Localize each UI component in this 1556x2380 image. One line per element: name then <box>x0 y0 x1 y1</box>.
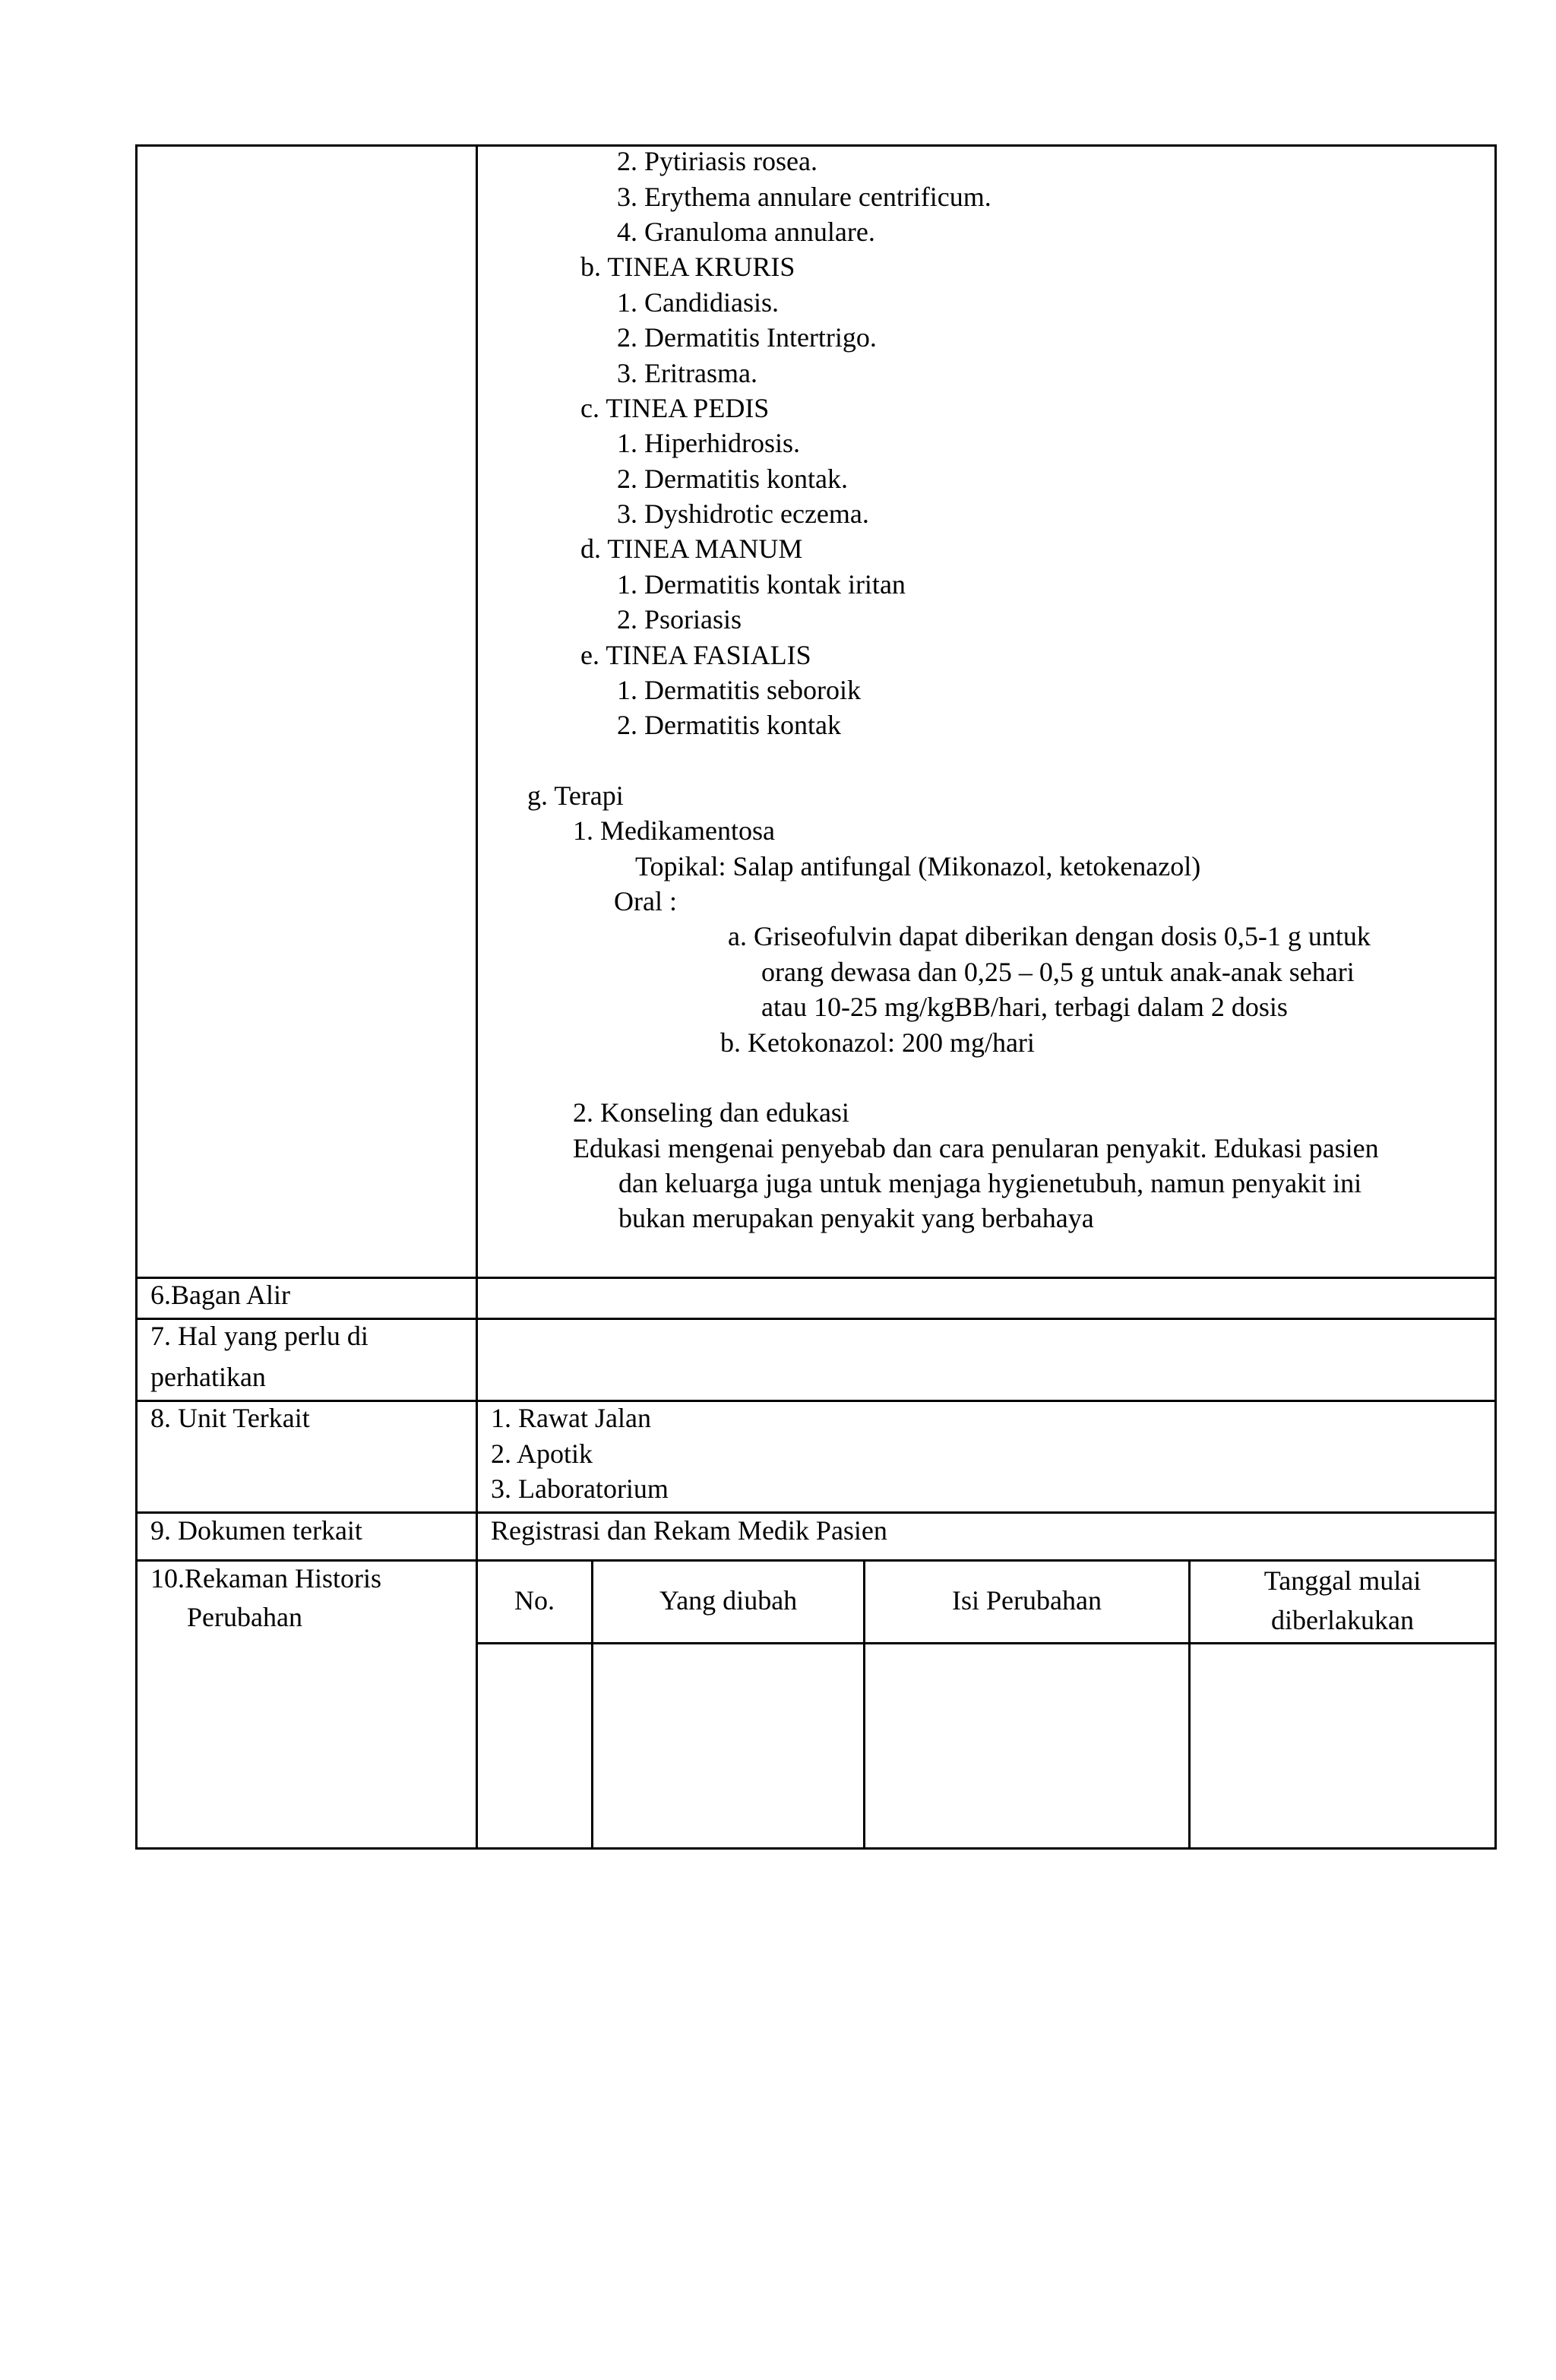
therapy-oral-a: atau 10-25 mg/kgBB/hari, terbagi dalam 2 dosis <box>761 992 1288 1022</box>
list-item: 2. Pytiriasis rosea. <box>617 146 818 176</box>
row-label-rekaman: 10.Rekaman Historis <box>150 1563 381 1594</box>
history-header-no: No. <box>514 1585 555 1616</box>
row-label-dokumen-terkait: 9. Dokumen terkait <box>150 1515 362 1546</box>
row-label-rekaman: Perubahan <box>187 1602 302 1632</box>
list-item: 2. Dermatitis Intertrigo. <box>617 322 877 353</box>
therapy-topikal: Topikal: Salap antifungal (Mikonazol, ketokenazol) <box>635 851 1201 881</box>
list-item: 1. Dermatitis seboroik <box>617 675 861 705</box>
row-divider-bagan-alir <box>135 1277 1497 1279</box>
list-heading: c. TINEA PEDIS <box>580 393 770 423</box>
list-item: 2. Psoriasis <box>617 604 742 635</box>
row-divider-unit-terkait <box>135 1400 1497 1402</box>
therapy-oral: Oral : <box>614 886 677 916</box>
row-label-hal-perlu: 7. Hal yang perlu di <box>150 1321 368 1351</box>
dokumen-value: Registrasi dan Rekam Medik Pasien <box>491 1515 887 1546</box>
list-item: 3. Dyshidrotic eczema. <box>617 498 869 529</box>
unit-item: 2. Apotik <box>491 1438 593 1469</box>
therapy-medikamentosa: 1. Medikamentosa <box>573 815 775 846</box>
history-header-divider <box>476 1642 1497 1644</box>
unit-item: 1. Rawat Jalan <box>491 1403 651 1433</box>
list-item: 1. Hiperhidrosis. <box>617 428 800 458</box>
therapy-edukasi: dan keluarga juga untuk menjaga hygienetubuh, namun penyakit ini <box>618 1168 1362 1198</box>
list-item: 4. Granuloma annulare. <box>617 217 875 247</box>
list-heading: d. TINEA MANUM <box>580 533 803 564</box>
row-label-unit-terkait: 8. Unit Terkait <box>150 1403 310 1433</box>
history-header-tanggal: diberlakukan <box>1271 1605 1414 1635</box>
list-item: 2. Dermatitis kontak. <box>617 464 848 494</box>
therapy-oral-b: b. Ketokonazol: 200 mg/hari <box>720 1027 1035 1058</box>
history-header-yang-diubah: Yang diubah <box>659 1585 798 1616</box>
table-right-border <box>1494 144 1497 1850</box>
table-bottom-border <box>135 1847 1497 1850</box>
table-left-border <box>135 144 138 1850</box>
history-header-isi-perubahan: Isi Perubahan <box>952 1585 1102 1616</box>
unit-item: 3. Laboratorium <box>491 1473 669 1504</box>
row-label-hal-perlu: perhatikan <box>150 1362 266 1392</box>
list-heading: b. TINEA KRURIS <box>580 252 795 282</box>
therapy-edukasi: Edukasi mengenai penyebab dan cara penularan penyakit. Edukasi pasien <box>573 1133 1379 1163</box>
list-item: 3. Erythema annulare centrificum. <box>617 182 991 212</box>
list-item: 1. Candidiasis. <box>617 287 779 318</box>
therapy-heading: g. Terapi <box>527 780 624 811</box>
therapy-oral-a: orang dewasa dan 0,25 – 0,5 g untuk anak-anak sehari <box>761 957 1355 987</box>
list-item: 3. Eritrasma. <box>617 358 757 388</box>
row-label-bagan-alir: 6.Bagan Alir <box>150 1280 290 1310</box>
therapy-edukasi: bukan merupakan penyakit yang berbahaya <box>618 1203 1094 1233</box>
therapy-oral-a: a. Griseofulvin dapat diberikan dengan dosis 0,5-1 g untuk <box>728 921 1371 951</box>
list-heading: e. TINEA FASIALIS <box>580 640 811 670</box>
history-header-tanggal: Tanggal mulai <box>1263 1565 1422 1596</box>
therapy-konseling: 2. Konseling dan edukasi <box>573 1097 849 1128</box>
list-item: 1. Dermatitis kontak iritan <box>617 569 906 600</box>
list-item: 2. Dermatitis kontak <box>617 710 841 740</box>
